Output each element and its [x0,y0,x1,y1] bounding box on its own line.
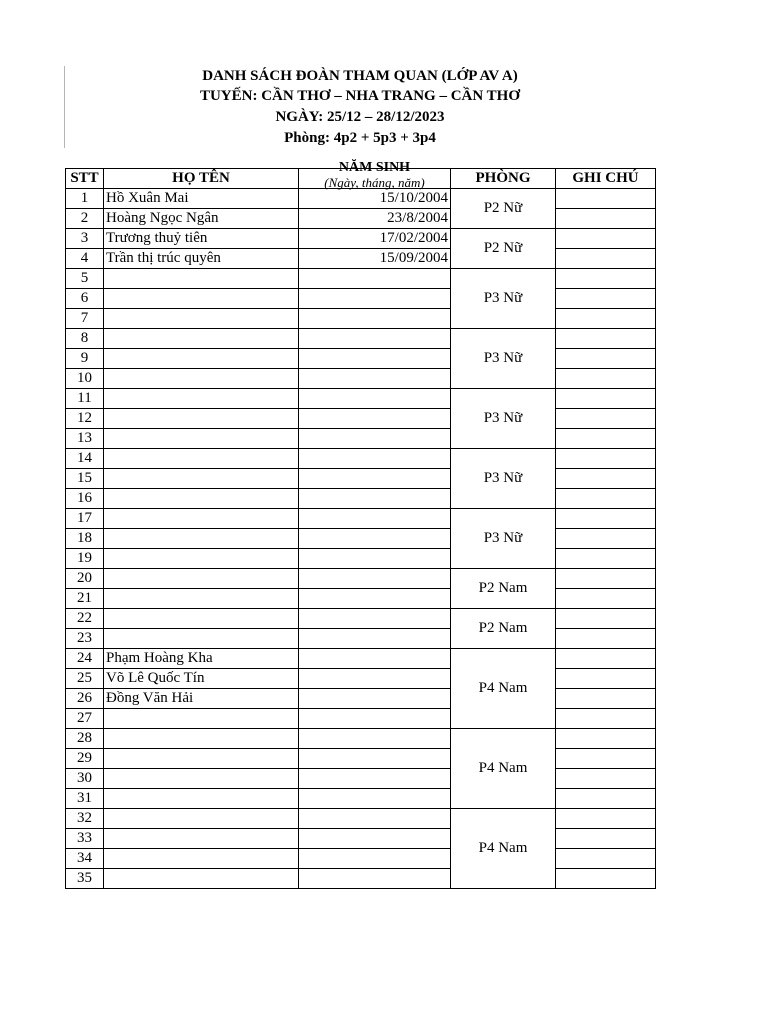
row-stt: 27 [66,709,104,729]
row-name: Phạm Hoàng Kha [104,649,299,669]
row-dob [299,609,451,629]
room-cell: P3 Nữ [451,329,556,389]
row-stt: 13 [66,429,104,449]
row-note [556,709,656,729]
row-note [556,329,656,349]
row-name [104,449,299,469]
row-stt: 7 [66,309,104,329]
row-stt: 14 [66,449,104,469]
table-row [66,689,656,709]
row-name [104,569,299,589]
row-name [104,389,299,409]
table-row [66,389,656,409]
row-stt: 9 [66,349,104,369]
table-row [66,489,656,509]
row-name [104,849,299,869]
route-line: TUYẾN: CẦN THƠ – NHA TRANG – CẦN THƠ [199,88,521,104]
row-name [104,549,299,569]
table-row [66,449,656,469]
row-stt: 16 [66,489,104,509]
row-stt: 33 [66,829,104,849]
row-stt: 18 [66,529,104,549]
row-name [104,609,299,629]
row-stt: 11 [66,389,104,409]
row-dob [299,429,451,449]
row-note [556,389,656,409]
row-name [104,349,299,369]
row-note [556,769,656,789]
row-dob [299,449,451,469]
header-dob-sub: (Ngày, tháng, năm) [324,175,425,190]
row-dob [299,269,451,289]
row-note [556,729,656,749]
row-dob [299,689,451,709]
row-stt: 6 [66,289,104,309]
row-dob [299,489,451,509]
row-note [556,429,656,449]
row-stt: 17 [66,509,104,529]
row-note [556,529,656,549]
table-row [66,269,656,289]
header-room: PHÒNG [451,169,556,189]
row-note [556,209,656,229]
row-name: Hoàng Ngọc Ngân [104,209,299,229]
row-dob [299,669,451,689]
row-note [556,609,656,629]
table-row [66,509,656,529]
row-note [556,569,656,589]
header-stt: STT [66,169,104,189]
row-name [104,269,299,289]
header-dob-label: NĂM SINH [338,160,411,175]
row-note [556,549,656,569]
row-name [104,709,299,729]
row-note [556,309,656,329]
participant-table [65,160,656,889]
table-row [66,789,656,809]
row-note [556,449,656,469]
table-header-row [66,169,656,189]
table-row [66,769,656,789]
table-row [66,809,656,829]
row-name [104,429,299,449]
header-dob [299,160,451,190]
row-dob [299,509,451,529]
header-name: HỌ TÊN [104,169,299,189]
row-name: Võ Lê Quốc Tín [104,669,299,689]
row-dob [299,529,451,549]
date-line: NGÀY: 25/12 – 28/12/2023 [275,109,445,125]
table-row [66,189,656,209]
table-row [66,869,656,889]
row-stt: 26 [66,689,104,709]
row-stt: 2 [66,209,104,229]
row-note [556,369,656,389]
row-stt: 19 [66,549,104,569]
table-row [66,429,656,449]
row-note [556,489,656,509]
row-name [104,489,299,509]
row-dob [299,849,451,869]
row-stt: 29 [66,749,104,769]
row-stt: 8 [66,329,104,349]
table-row [66,829,656,849]
row-stt: 32 [66,809,104,829]
row-note [556,229,656,249]
row-name [104,809,299,829]
row-dob [299,629,451,649]
row-note [556,249,656,269]
row-note [556,849,656,869]
room-cell: P3 Nữ [451,389,556,449]
row-stt: 22 [66,609,104,629]
row-name [104,629,299,649]
row-dob [299,809,451,829]
row-name: Đồng Văn Hải [104,689,299,709]
row-dob [299,349,451,369]
row-dob: 15/10/2004 [299,189,451,209]
row-name: Hồ Xuân Mai [104,189,299,209]
table-body [66,189,656,889]
row-dob [299,369,451,389]
row-dob [299,869,451,889]
row-dob [299,789,451,809]
row-note [556,409,656,429]
room-cell: P2 Nam [451,569,556,609]
row-note [556,809,656,829]
table-row [66,669,656,689]
row-dob [299,649,451,669]
row-dob [299,389,451,409]
table-row [66,369,656,389]
row-dob [299,709,451,729]
row-name [104,309,299,329]
row-dob [299,289,451,309]
row-note [556,189,656,209]
row-name [104,329,299,349]
room-cell: P3 Nữ [451,449,556,509]
room-cell: P4 Nam [451,649,556,729]
row-stt: 12 [66,409,104,429]
row-name [104,749,299,769]
row-name [104,769,299,789]
row-note [556,649,656,669]
table-row [66,749,656,769]
table-row [66,849,656,869]
row-stt: 31 [66,789,104,809]
room-cell: P3 Nữ [451,269,556,329]
table-row [66,349,656,369]
rooms-summary: Phòng: 4p2 + 5p3 + 3p4 [284,130,436,146]
table-row [66,609,656,629]
row-stt: 20 [66,569,104,589]
row-dob [299,569,451,589]
row-name [104,369,299,389]
row-note [556,689,656,709]
row-name: Trương thuỷ tiên [104,229,299,249]
row-note [556,669,656,689]
row-name [104,509,299,529]
row-dob [299,309,451,329]
table-row [66,589,656,609]
room-cell: P2 Nữ [451,229,556,269]
row-note [556,789,656,809]
row-stt: 28 [66,729,104,749]
row-note [556,629,656,649]
table-row [66,309,656,329]
row-name [104,409,299,429]
row-name [104,469,299,489]
row-stt: 34 [66,849,104,869]
row-stt: 4 [66,249,104,269]
row-dob: 17/02/2004 [299,229,451,249]
room-cell: P3 Nữ [451,509,556,569]
row-note [556,469,656,489]
table-row [66,729,656,749]
row-stt: 35 [66,869,104,889]
row-stt: 24 [66,649,104,669]
row-stt: 25 [66,669,104,689]
row-dob [299,549,451,569]
header-note: GHI CHÚ [556,169,656,189]
row-stt: 5 [66,269,104,289]
room-cell: P4 Nam [451,809,556,889]
row-name [104,589,299,609]
row-stt: 23 [66,629,104,649]
row-dob [299,769,451,789]
row-note [556,289,656,309]
row-stt: 15 [66,469,104,489]
table-row [66,649,656,669]
table-row [66,409,656,429]
row-note [556,589,656,609]
table-row [66,629,656,649]
table-row [66,549,656,569]
room-cell: P2 Nữ [451,189,556,229]
row-dob: 23/8/2004 [299,209,451,229]
row-note [556,869,656,889]
row-note [556,509,656,529]
room-cell: P4 Nam [451,729,556,809]
row-dob: 15/09/2004 [299,249,451,269]
table-row [66,469,656,489]
table-row [66,289,656,309]
row-stt: 3 [66,229,104,249]
room-cell: P2 Nam [451,609,556,649]
row-dob [299,729,451,749]
table-row [66,529,656,549]
row-dob [299,469,451,489]
row-dob [299,749,451,769]
table-row [66,329,656,349]
row-name [104,729,299,749]
row-stt: 30 [66,769,104,789]
row-dob [299,589,451,609]
row-stt: 21 [66,589,104,609]
row-dob [299,329,451,349]
row-name [104,789,299,809]
row-name: Trần thị trúc quyên [104,249,299,269]
row-note [556,349,656,369]
table-row [66,229,656,249]
table-row [66,569,656,589]
row-name [104,869,299,889]
table-row [66,709,656,729]
row-note [556,749,656,769]
row-name [104,289,299,309]
row-stt: 1 [66,189,104,209]
table-row [66,209,656,229]
row-dob [299,829,451,849]
row-note [556,829,656,849]
row-name [104,829,299,849]
row-dob [299,409,451,429]
row-note [556,269,656,289]
row-stt: 10 [66,369,104,389]
row-name [104,529,299,549]
document-title: DANH SÁCH ĐOÀN THAM QUAN (LỚP AV A) [202,68,518,84]
table-row [66,249,656,269]
